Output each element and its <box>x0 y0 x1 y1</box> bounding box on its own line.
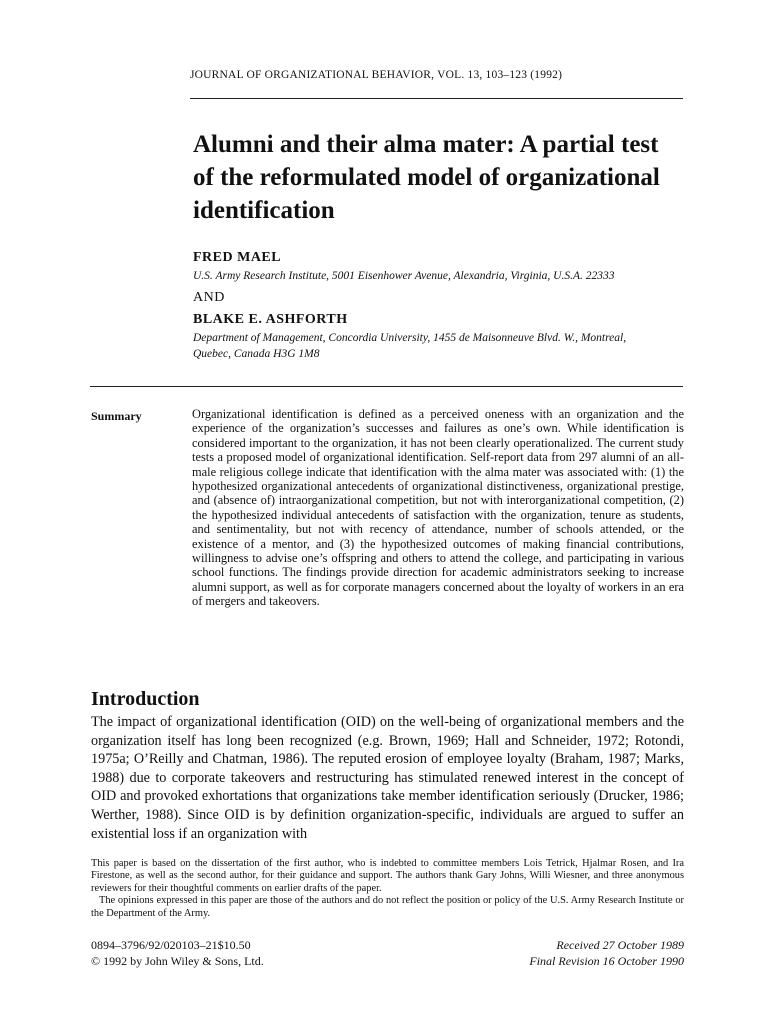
paper-title <box>193 128 693 227</box>
title-line-1: Alumni and their alma mater: A partial test <box>193 131 659 158</box>
title-line-2: of the reformulated model of organizational <box>193 164 660 191</box>
publication-code: 0894–3796/92/020103–21$10.50 <box>91 938 251 952</box>
received-date: Received 27 October 1989 <box>556 938 684 952</box>
footnotes <box>91 858 684 920</box>
author-conjunction: AND <box>193 290 225 305</box>
submission-dates <box>484 937 684 969</box>
author-2-affiliation-line-1: Department of Management, Concordia University, 1455 de Maisonneuve Blvd. W., Montreal, <box>193 332 627 344</box>
footnote-acknowledgements: This paper is based on the dissertation of the first author, who is indebted to committee members Lois Tetrick, Hjalmar Rosen, and Ira Firestone, as well as the second author, for their guidance and support. The authors thank Gary Johns, Willi Wiesner, and three anonymous reviewers for their thoughtful comments on earlier drafts of the paper. <box>91 858 684 894</box>
author-1-name: FRED MAEL <box>193 250 282 265</box>
author-2-name: BLAKE E. ASHFORTH <box>193 312 348 327</box>
author-1-affiliation: U.S. Army Research Institute, 5001 Eisenhower Avenue, Alexandria, Virginia, U.S.A. 22333 <box>193 270 615 282</box>
author-2-affiliation <box>193 330 626 362</box>
title-line-3: identification <box>193 197 335 224</box>
footnote-disclaimer: The opinions expressed in this paper are those of the authors and do not reflect the position or policy of the U.S. Army Research Institute or the Department of the Army. <box>91 895 684 919</box>
author-2-affiliation-line-2: Quebec, Canada H3G 1M8 <box>193 348 320 360</box>
introduction-text: The impact of organizational identification (OID) on the well-being of organizational members and the organization itself has long been recognized (e.g. Brown, 1969; Hall and Schneider, 1972; Rotondi, 1975a; O’Reilly and Chatman, 1986). The reputed erosion of employee loyalty (Braham, 1987; Marks, 1988) due to corporate takeovers and restructuring has stimulated renewed interest in the concept of OID and provoked exhortations that organizations take member identification seriously (Drucker, 1986; Werther, 1988). Since OID is by definition organization-specific, individuals are argued to suffer an existential loss if an organization with <box>91 714 684 842</box>
header-rule <box>190 98 683 99</box>
copyright-notice: © 1992 by John Wiley & Sons, Ltd. <box>91 954 264 968</box>
summary-rule <box>90 386 683 387</box>
introduction-heading: Introduction <box>91 688 200 710</box>
summary-text: Organizational identification is defined as a perceived oneness with an organization and the experience of the organization’s successes and failures as one’s own. While identification is considered important to the organization, it has not been clearly operationalized. The current study tests a proposed model of organizational identification. Self-report data from 297 alumni of an all-male religious college indicate that identification with the alma mater was associated with: (1) the hypothesized organizational antecedents of organizational distinctiveness, organizational prestige, and (absence of) intraorganizational competition, but not with interorganizational competition, (2) the hypothesized individual antecedents of satisfaction with the organization, tenure as students, and sentimentality, but not with recency of attendance, number of schools attended, or the existence of a mentor, and (3) the hypothesized outcomes of making financial contributions, willingness to advise one’s offspring and others to attend the college, and participating in various school functions. The findings provide direction for academic administrators seeking to increase alumni support, as well as for corporate managers concerned about the loyalty of workers in an era of mergers and takeovers. <box>192 407 684 609</box>
publication-info <box>91 937 264 969</box>
summary-label: Summary <box>91 409 142 423</box>
revision-date: Final Revision 16 October 1990 <box>529 954 684 968</box>
journal-header: JOURNAL OF ORGANIZATIONAL BEHAVIOR, VOL. 13, 103–123 (1992) <box>190 69 563 81</box>
